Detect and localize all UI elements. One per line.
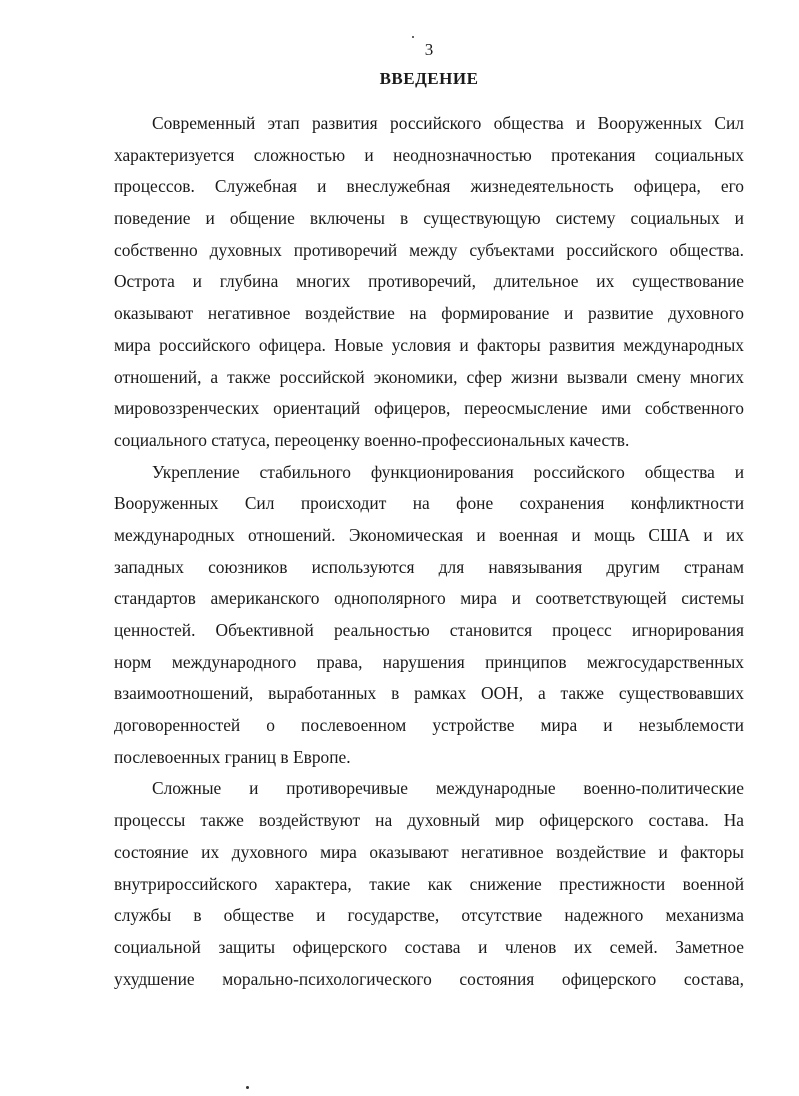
text-line: отношений, а также российской экономики, сфер жизни вызвали смену многих [114,366,744,387]
text-line: характеризуется сложностью и неоднозначностью протекания социальных [114,144,744,165]
text-line: мировоззренческих ориентаций офицеров, переосмысление ими собственного [114,398,744,419]
text-line: социального статуса, переоценку военно-профессиональных качеств. [114,429,630,450]
text-line: взаимоотношений, выработанных в рамках ООН, а также существовавших [114,683,744,704]
text-line: Сложные и противоречивые международные военно-политические [152,778,744,799]
text-line: социальной защиты офицерского состава и членов их семей. Заметное [114,936,744,957]
text-line: послевоенных границ в Европе. [114,746,351,767]
section-heading: ВВЕДЕНИЕ [379,69,479,88]
text-line: собственно духовных противоречий между субъектами российского общества. [114,239,744,260]
paragraph-3 [114,773,744,995]
body-text [114,108,744,995]
text-line: Вооруженных Сил происходит на фоне сохранения конфликтности [114,493,744,514]
text-line: договоренностей о послевоенном устройстве мира и незыблемости [114,715,744,736]
text-line: норм международного права, нарушения принципов межгосударственных [114,651,744,672]
text-line: Укрепление стабильного функционирования российского общества и [152,461,744,482]
text-line: внутрироссийского характера, такие как снижение престижности военной [114,873,744,894]
text-line: Острота и глубина многих противоречий, длительное их существование [114,271,744,292]
text-line: стандартов американского однополярного мира и соответствующей системы [114,588,744,609]
page-number: 3 [424,40,434,59]
text-line: процессы также воздействуют на духовный мир офицерского состава. На [114,810,744,831]
text-line: процессов. Служебная и внеслужебная жизнедеятельность офицера, его [114,176,744,197]
scan-speck [412,36,414,38]
text-line: мира российского офицера. Новые условия и факторы развития международных [114,334,744,355]
text-line: международных отношений. Экономическая и военная и мощь США и их [114,524,744,545]
paragraph-2 [114,457,744,774]
text-line: ценностей. Объективной реальностью становится процесс игнорирования [114,620,744,640]
text-line: службы в обществе и государстве, отсутствие надежного механизма [114,905,744,926]
text-line: ухудшение морально-психологического состояния офицерского состава, [114,968,744,989]
text-line: Современный этап развития российского общества и Вооруженных Сил [152,113,744,133]
text-line: западных союзников используются для навязывания другим странам [114,556,744,577]
scan-speck [246,1086,249,1089]
text-line: состояние их духовного мира оказывают негативное воздействие и факторы [114,841,744,862]
text-line: поведение и общение включены в существующую систему социальных и [114,208,744,229]
text-line: оказывают негативное воздействие на формирование и развитие духовного [114,303,744,324]
paragraph-1 [114,108,744,457]
